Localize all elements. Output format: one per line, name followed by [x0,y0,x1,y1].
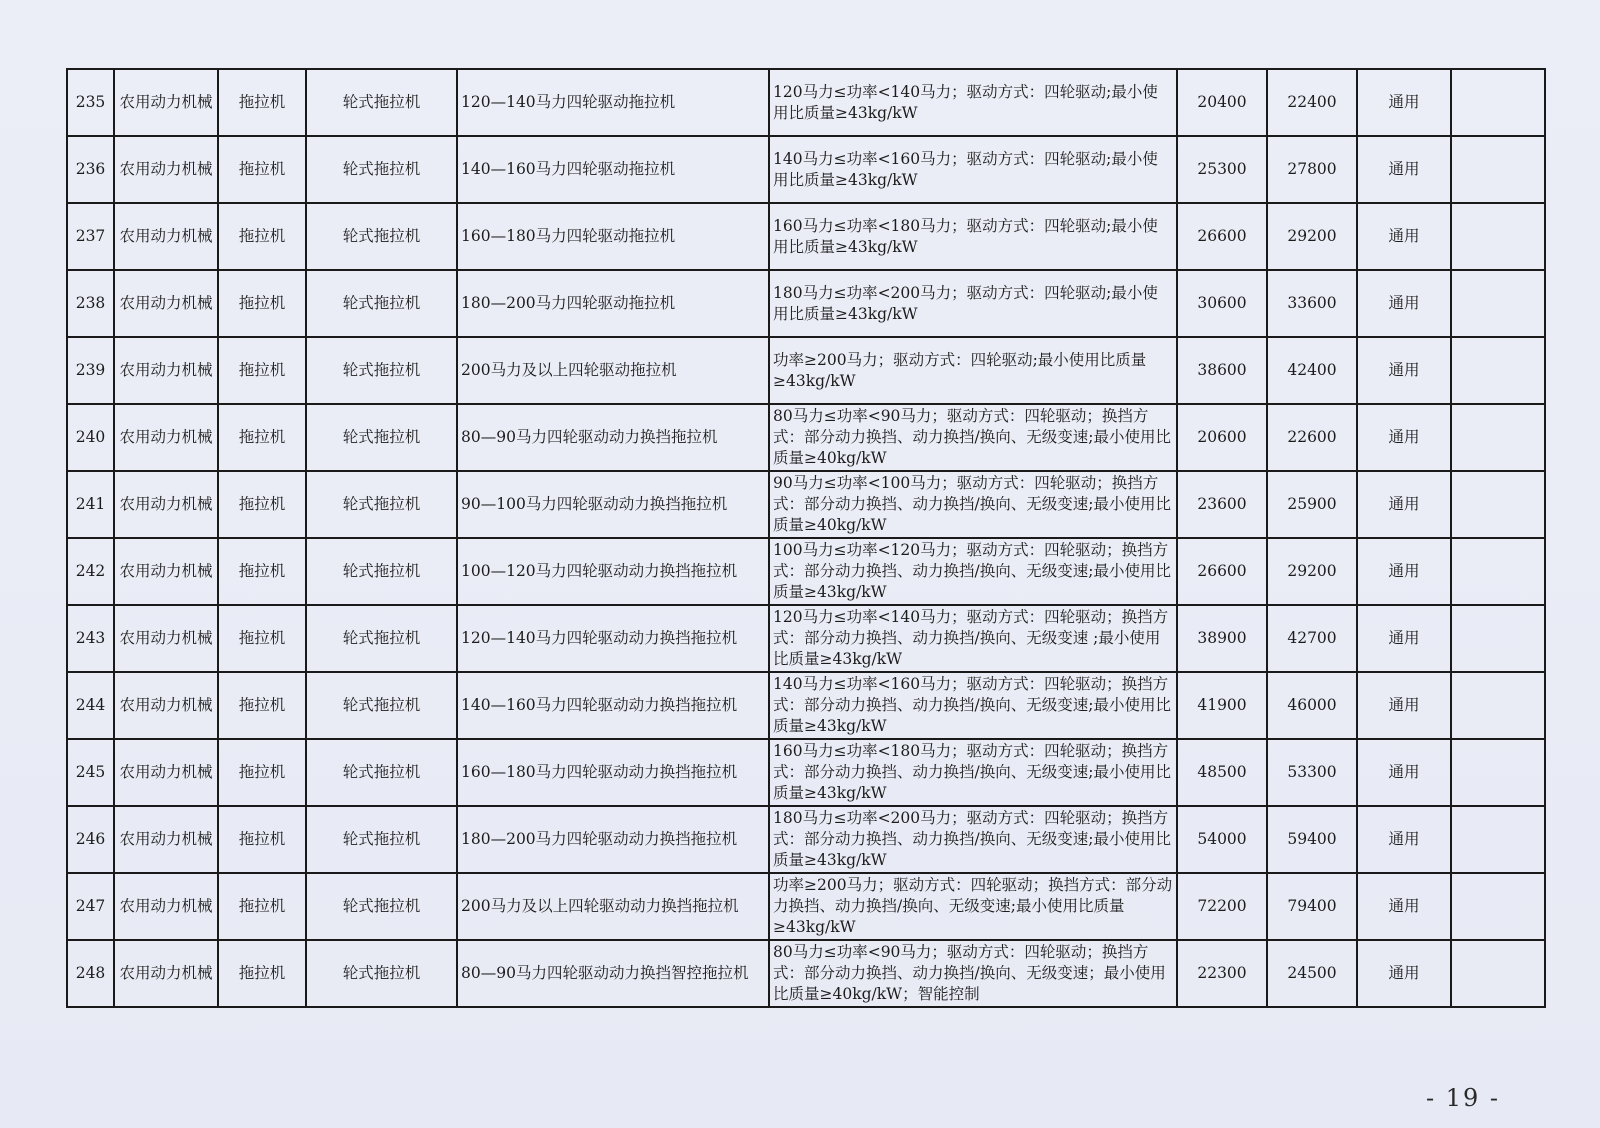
cell-price-max: 29200 [1267,203,1357,270]
cell-price-central: 20400 [1177,69,1267,136]
cell-note [1451,404,1545,471]
cell-price-max: 42700 [1267,605,1357,672]
table-row [67,69,1545,136]
cell-subcategory: 拖拉机 [218,940,306,1007]
cell-subcategory: 拖拉机 [218,538,306,605]
cell-type: 轮式拖拉机 [306,940,457,1007]
table-row [67,739,1545,806]
cell-price-max: 59400 [1267,806,1357,873]
cell-note [1451,605,1545,672]
cell-scope: 通用 [1357,203,1451,270]
cell-number: 248 [67,940,114,1007]
cell-price-max: 46000 [1267,672,1357,739]
cell-subcategory: 拖拉机 [218,873,306,940]
cell-item-name: 80—90马力四轮驱动动力换挡智控拖拉机 [457,940,769,1007]
cell-item-name: 140—160马力四轮驱动拖拉机 [457,136,769,203]
cell-item-name: 200马力及以上四轮驱动动力换挡拖拉机 [457,873,769,940]
cell-scope: 通用 [1357,672,1451,739]
cell-number: 247 [67,873,114,940]
cell-category: 农用动力机械 [114,806,218,873]
cell-price-central: 41900 [1177,672,1267,739]
cell-price-central: 26600 [1177,538,1267,605]
cell-spec: 功率≥200马力；驱动方式：四轮驱动;最小使用比质量≥43kg/kW [769,337,1177,404]
cell-item-name: 180—200马力四轮驱动动力换挡拖拉机 [457,806,769,873]
cell-spec: 160马力≤功率<180马力；驱动方式：四轮驱动；换挡方式：部分动力换挡、动力换挡/换向、无级变速;最小使用比质量≥43kg/kW [769,739,1177,806]
cell-type: 轮式拖拉机 [306,337,457,404]
cell-type: 轮式拖拉机 [306,203,457,270]
table-row [67,136,1545,203]
cell-category: 农用动力机械 [114,873,218,940]
cell-number: 241 [67,471,114,538]
table-row [67,873,1545,940]
cell-scope: 通用 [1357,69,1451,136]
table-body [67,69,1545,1007]
cell-spec: 90马力≤功率<100马力；驱动方式：四轮驱动；换挡方式：部分动力换挡、动力换挡/换向、无级变速;最小使用比质量≥40kg/kW [769,471,1177,538]
cell-item-name: 120—140马力四轮驱动动力换挡拖拉机 [457,605,769,672]
cell-scope: 通用 [1357,337,1451,404]
cell-note [1451,270,1545,337]
table-row [67,672,1545,739]
cell-note [1451,203,1545,270]
table-row [67,940,1545,1007]
cell-scope: 通用 [1357,471,1451,538]
cell-price-central: 25300 [1177,136,1267,203]
cell-item-name: 180—200马力四轮驱动拖拉机 [457,270,769,337]
cell-spec: 120马力≤功率<140马力；驱动方式：四轮驱动；换挡方式：部分动力换挡、动力换挡/换向、无级变速 ;最小使用比质量≥43kg/kW [769,605,1177,672]
cell-price-central: 23600 [1177,471,1267,538]
cell-note [1451,873,1545,940]
table-row [67,538,1545,605]
cell-note [1451,806,1545,873]
cell-price-max: 25900 [1267,471,1357,538]
cell-type: 轮式拖拉机 [306,605,457,672]
cell-category: 农用动力机械 [114,672,218,739]
cell-spec: 80马力≤功率<90马力；驱动方式：四轮驱动；换挡方式：部分动力换挡、动力换挡/换向、无级变速;最小使用比质量≥40kg/kW [769,404,1177,471]
table-row [67,203,1545,270]
cell-price-max: 33600 [1267,270,1357,337]
cell-scope: 通用 [1357,270,1451,337]
cell-type: 轮式拖拉机 [306,270,457,337]
cell-spec: 180马力≤功率<200马力；驱动方式：四轮驱动；换挡方式：部分动力换挡、动力换挡/换向、无级变速;最小使用比质量≥43kg/kW [769,806,1177,873]
cell-spec: 160马力≤功率<180马力；驱动方式：四轮驱动;最小使用比质量≥43kg/kW [769,203,1177,270]
cell-number: 245 [67,739,114,806]
cell-scope: 通用 [1357,404,1451,471]
cell-scope: 通用 [1357,605,1451,672]
cell-item-name: 120—140马力四轮驱动拖拉机 [457,69,769,136]
cell-category: 农用动力机械 [114,404,218,471]
cell-category: 农用动力机械 [114,136,218,203]
cell-price-max: 22600 [1267,404,1357,471]
cell-price-central: 38900 [1177,605,1267,672]
table-row [67,806,1545,873]
cell-subcategory: 拖拉机 [218,739,306,806]
cell-spec: 100马力≤功率<120马力；驱动方式：四轮驱动；换挡方式：部分动力换挡、动力换挡/换向、无级变速;最小使用比质量≥43kg/kW [769,538,1177,605]
cell-price-central: 22300 [1177,940,1267,1007]
cell-spec: 功率≥200马力；驱动方式：四轮驱动；换挡方式：部分动力换挡、动力换挡/换向、无级变速;最小使用比质量≥43kg/kW [769,873,1177,940]
table-row [67,404,1545,471]
cell-number: 236 [67,136,114,203]
cell-number: 235 [67,69,114,136]
cell-note [1451,136,1545,203]
cell-type: 轮式拖拉机 [306,538,457,605]
cell-type: 轮式拖拉机 [306,404,457,471]
cell-category: 农用动力机械 [114,471,218,538]
cell-price-central: 72200 [1177,873,1267,940]
cell-spec: 180马力≤功率<200马力；驱动方式：四轮驱动;最小使用比质量≥43kg/kW [769,270,1177,337]
cell-note [1451,672,1545,739]
price-table [66,68,1546,1008]
table-row [67,471,1545,538]
cell-price-max: 29200 [1267,538,1357,605]
cell-category: 农用动力机械 [114,605,218,672]
cell-item-name: 140—160马力四轮驱动动力换挡拖拉机 [457,672,769,739]
cell-type: 轮式拖拉机 [306,136,457,203]
cell-number: 242 [67,538,114,605]
cell-note [1451,940,1545,1007]
cell-note [1451,739,1545,806]
cell-number: 239 [67,337,114,404]
cell-item-name: 160—180马力四轮驱动拖拉机 [457,203,769,270]
cell-spec: 140马力≤功率<160马力；驱动方式：四轮驱动；换挡方式：部分动力换挡、动力换挡/换向、无级变速;最小使用比质量≥43kg/kW [769,672,1177,739]
cell-price-central: 48500 [1177,739,1267,806]
cell-number: 246 [67,806,114,873]
table-row [67,605,1545,672]
cell-type: 轮式拖拉机 [306,672,457,739]
cell-category: 农用动力机械 [114,538,218,605]
cell-number: 237 [67,203,114,270]
table-row [67,337,1545,404]
cell-price-max: 27800 [1267,136,1357,203]
cell-type: 轮式拖拉机 [306,69,457,136]
cell-price-max: 79400 [1267,873,1357,940]
cell-category: 农用动力机械 [114,739,218,806]
cell-price-central: 30600 [1177,270,1267,337]
cell-spec: 120马力≤功率<140马力；驱动方式：四轮驱动;最小使用比质量≥43kg/kW [769,69,1177,136]
cell-price-max: 24500 [1267,940,1357,1007]
cell-scope: 通用 [1357,538,1451,605]
cell-price-max: 22400 [1267,69,1357,136]
cell-category: 农用动力机械 [114,337,218,404]
cell-spec: 80马力≤功率<90马力；驱动方式：四轮驱动；换挡方式：部分动力换挡、动力换挡/换向、无级变速；最小使用比质量≥40kg/kW；智能控制 [769,940,1177,1007]
page-number: - 19 - [1426,1084,1501,1112]
cell-scope: 通用 [1357,739,1451,806]
cell-note [1451,337,1545,404]
cell-subcategory: 拖拉机 [218,69,306,136]
cell-subcategory: 拖拉机 [218,337,306,404]
cell-type: 轮式拖拉机 [306,873,457,940]
cell-scope: 通用 [1357,940,1451,1007]
cell-number: 240 [67,404,114,471]
cell-subcategory: 拖拉机 [218,605,306,672]
cell-item-name: 90—100马力四轮驱动动力换挡拖拉机 [457,471,769,538]
cell-subcategory: 拖拉机 [218,203,306,270]
cell-note [1451,471,1545,538]
cell-price-central: 54000 [1177,806,1267,873]
cell-subcategory: 拖拉机 [218,471,306,538]
cell-item-name: 200马力及以上四轮驱动拖拉机 [457,337,769,404]
cell-item-name: 160—180马力四轮驱动动力换挡拖拉机 [457,739,769,806]
cell-item-name: 100—120马力四轮驱动动力换挡拖拉机 [457,538,769,605]
table-row [67,270,1545,337]
cell-category: 农用动力机械 [114,203,218,270]
cell-price-max: 42400 [1267,337,1357,404]
cell-subcategory: 拖拉机 [218,404,306,471]
cell-item-name: 80—90马力四轮驱动动力换挡拖拉机 [457,404,769,471]
cell-category: 农用动力机械 [114,940,218,1007]
cell-subcategory: 拖拉机 [218,806,306,873]
cell-number: 244 [67,672,114,739]
cell-note [1451,69,1545,136]
cell-spec: 140马力≤功率<160马力；驱动方式：四轮驱动;最小使用比质量≥43kg/kW [769,136,1177,203]
cell-price-central: 20600 [1177,404,1267,471]
cell-category: 农用动力机械 [114,270,218,337]
cell-subcategory: 拖拉机 [218,270,306,337]
cell-category: 农用动力机械 [114,69,218,136]
cell-price-max: 53300 [1267,739,1357,806]
cell-scope: 通用 [1357,136,1451,203]
cell-note [1451,538,1545,605]
cell-subcategory: 拖拉机 [218,672,306,739]
cell-price-central: 38600 [1177,337,1267,404]
cell-type: 轮式拖拉机 [306,739,457,806]
cell-number: 238 [67,270,114,337]
cell-subcategory: 拖拉机 [218,136,306,203]
cell-number: 243 [67,605,114,672]
cell-scope: 通用 [1357,806,1451,873]
cell-price-central: 26600 [1177,203,1267,270]
cell-type: 轮式拖拉机 [306,471,457,538]
cell-type: 轮式拖拉机 [306,806,457,873]
cell-scope: 通用 [1357,873,1451,940]
